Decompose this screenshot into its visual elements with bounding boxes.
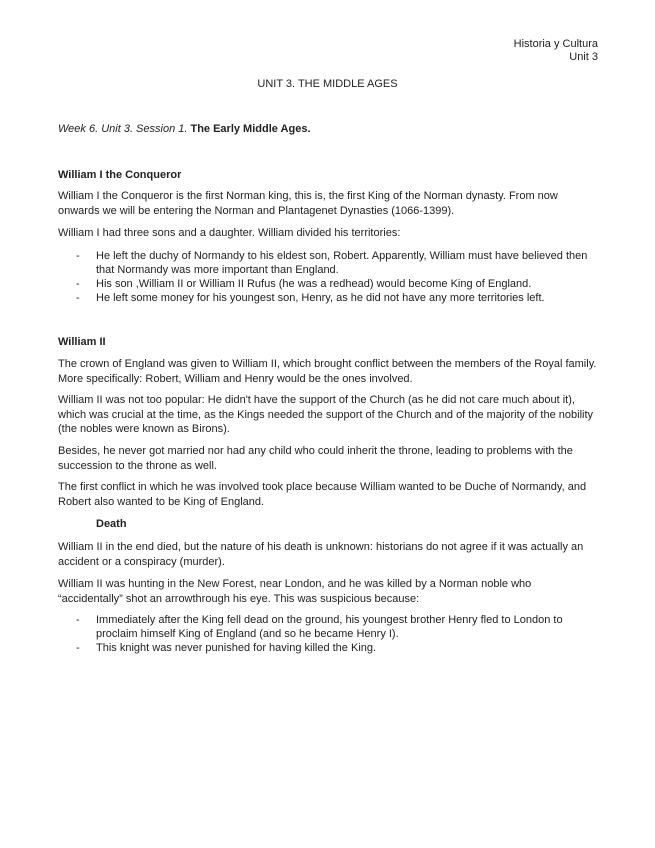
paragraph: The first conflict in which he was involved took place because William wanted to be Duche of Normandy, and Robert also wanted to be King of England. — [58, 481, 587, 508]
paragraph: William II was not too popular: He didn't have the support of the Church (as he did not care much about it), which was crucial at the time, as the Kings needed the support of the Church and of the majority of the nobility (the nobles were known as Birons). — [58, 394, 594, 435]
list-item: - He left some money for his youngest son, Henry, as he did not have any more territories left. — [76, 292, 545, 304]
paragraph: The crown of England was given to William II, which brought conflict between the members of the Royal family. More specifically: Robert, William and Henry would be the ones involved. — [58, 358, 597, 385]
paragraph: William II was hunting in the New Forest, near London, and he was killed by a Norman noble who “accidentally” shot an arrowthrough his eye. This was suspicious because: — [58, 578, 532, 605]
session-title: The Early Middle Ages. — [190, 123, 311, 135]
list-item-text: He left the duchy of Normandy to his eldest son, Robert. Apparently, William must have believed then that Normandy was more important than England. — [96, 250, 588, 276]
list-item-text: His son ,William II or William II Rufus (he was a redhead) would become King of England. — [96, 278, 532, 290]
section-heading-william-i: William I the Conqueror — [58, 169, 182, 181]
course-name: Historia y Cultura — [513, 38, 598, 50]
list-item: - He left the duchy of Normandy to his eldest son, Robert. Apparently, William must have believed then that Normandy was more important than England. — [76, 250, 588, 276]
subheading-death: Death — [96, 518, 127, 530]
list-item: - This knight was never punished for having killed the King. — [76, 642, 377, 654]
list-item: - Immediately after the King fell dead on the ground, his youngest brother Henry fled to London to proclaim himself King of England (and so he became Henry I). — [76, 614, 563, 640]
unit-label: Unit 3 — [569, 51, 598, 63]
list-item-text: Immediately after the King fell dead on the ground, his youngest brother Henry fled to London to proclaim himself King of England (and so he became Henry I). — [96, 614, 563, 640]
section-heading-william-ii: William II — [58, 336, 106, 348]
list-item-text: This knight was never punished for having killed the King. — [96, 642, 377, 654]
document-title: UNIT 3. THE MIDDLE AGES — [257, 78, 398, 90]
session-line — [58, 123, 311, 135]
session-lead: Week 6. Unit 3. Session 1. — [58, 123, 188, 135]
suspicion-list — [58, 613, 598, 655]
territories-list — [58, 249, 598, 305]
paragraph: William II in the end died, but the nature of his death is unknown: historians do not agree if it was actually an accident or a conspiracy (murder). — [58, 541, 584, 568]
list-item: - His son ,William II or William II Rufus (he was a redhead) would become King of England. — [76, 278, 532, 290]
paragraph: William I the Conqueror is the first Norman king, this is, the first King of the Norman dynasty. From now onwards we will be entering the Norman and Plantagenet Dynasties (1066-1399). — [58, 190, 558, 217]
paragraph: Besides, he never got married nor had any child who could inherit the throne, leading to problems with the succession to the throne as well. — [58, 445, 573, 472]
list-item-text: He left some money for his youngest son, Henry, as he did not have any more territories left. — [96, 292, 545, 304]
page-header — [514, 38, 598, 64]
paragraph: William I had three sons and a daughter. William divided his territories: — [58, 227, 401, 239]
